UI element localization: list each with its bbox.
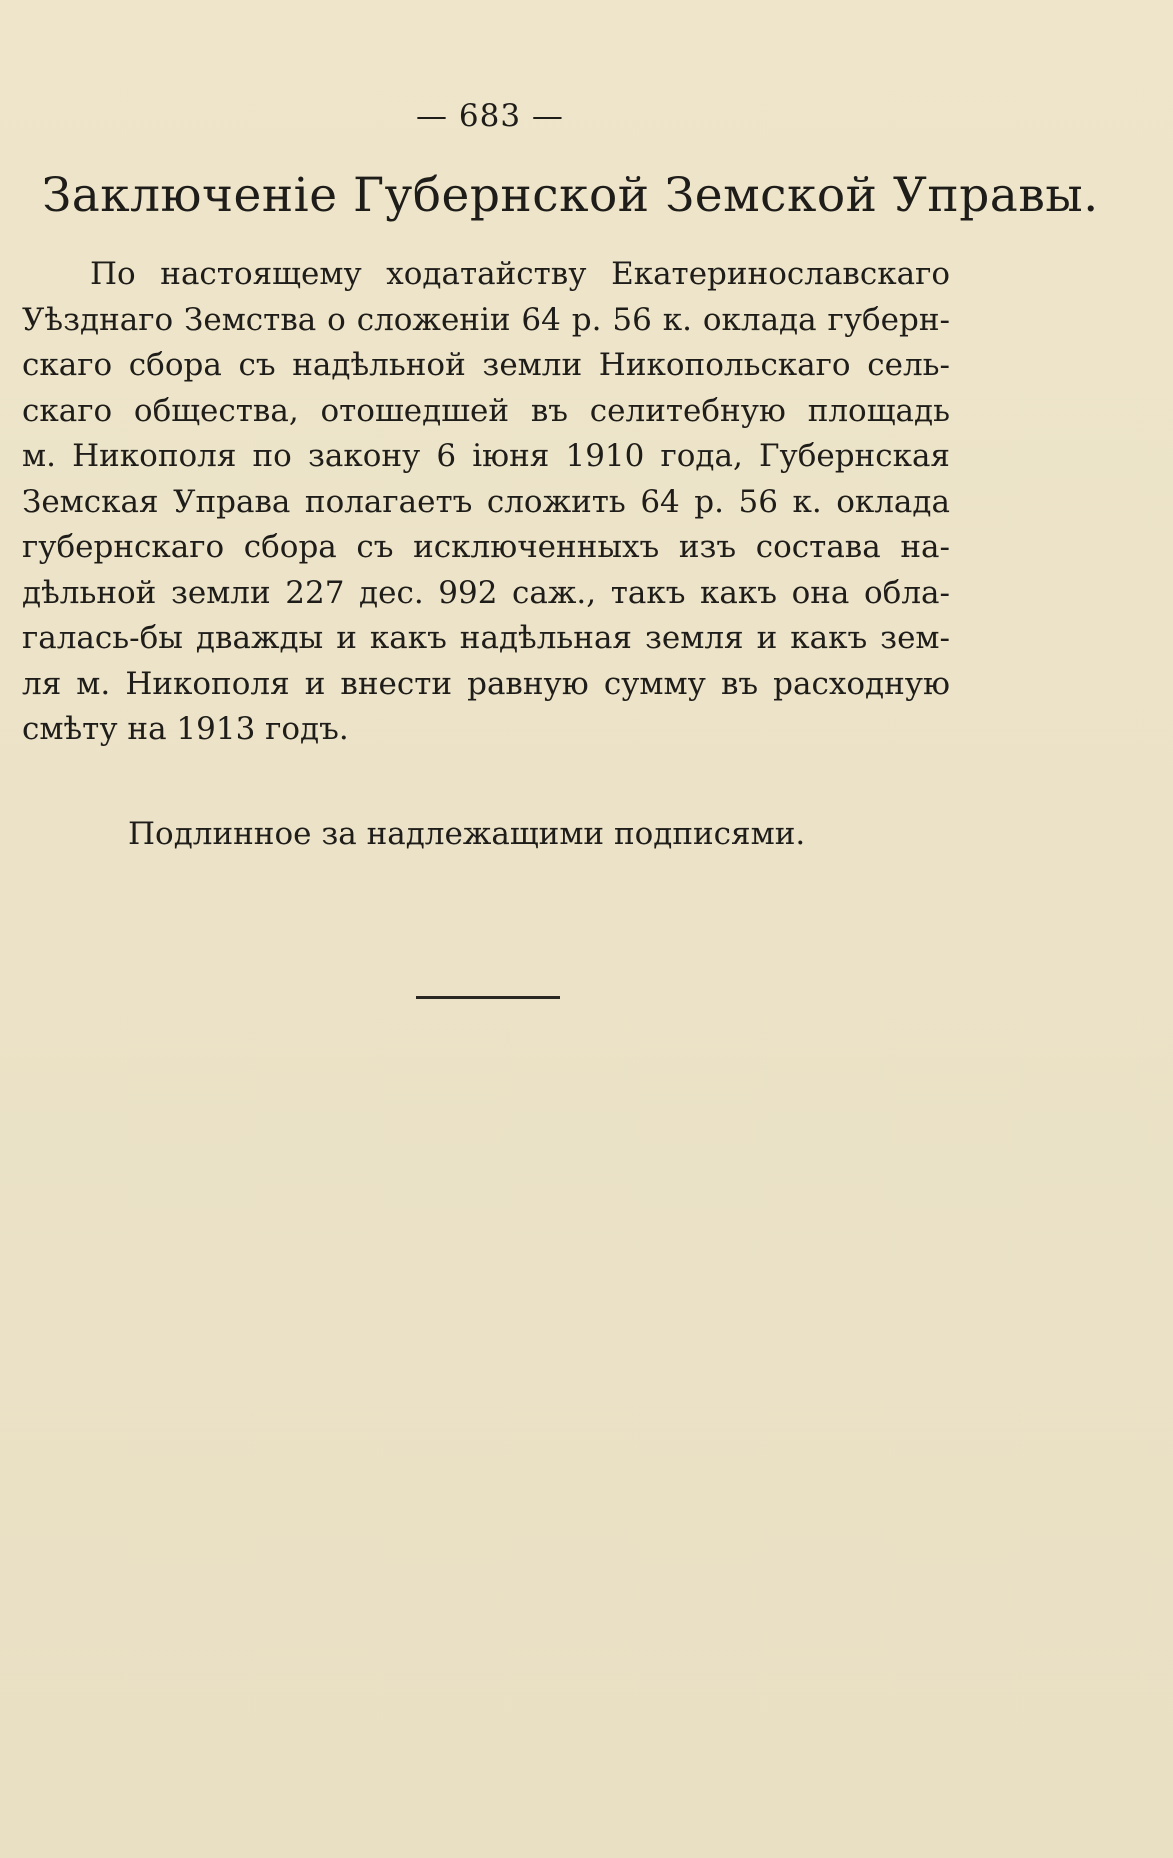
body-line: галась-бы дважды и какъ надѣльная земля и какъ зем- (22, 620, 950, 656)
body-paragraph (22, 252, 950, 753)
body-line: Уѣзднаго Земства о сложеніи 64 р. 56 к. оклада губерн- (22, 301, 950, 338)
body-line: губернскаго сбора съ исключенныхъ изъ состава на- (22, 529, 950, 565)
body-line: По настоящему ходатайству Екатеринославскаго (90, 256, 950, 292)
page-number: — 683 — (416, 98, 564, 134)
body-line: м. Никополя по закону 6 іюня 1910 года, Губернская (22, 438, 950, 474)
body-line: скаго общества, отошедшей въ селитебную площадь (22, 392, 950, 429)
body-line: Земская Управа полагаетъ сложить 64 р. 56 к. оклада (22, 483, 950, 520)
body-line: скаго сбора съ надѣльной земли Никопольскаго сель- (22, 347, 950, 383)
signature-note: Подлинное за надлежащими подписями. (128, 816, 806, 852)
section-divider (416, 996, 560, 999)
body-line: дѣльной земли 227 дес. 992 саж., такъ какъ она обла- (22, 574, 950, 611)
body-line: смѣту на 1913 годъ. (22, 711, 349, 747)
section-title: Заключеніе Губернской Земской Управы. (42, 168, 1099, 223)
body-line: ля м. Никополя и внести равную сумму въ расходную (22, 665, 950, 702)
